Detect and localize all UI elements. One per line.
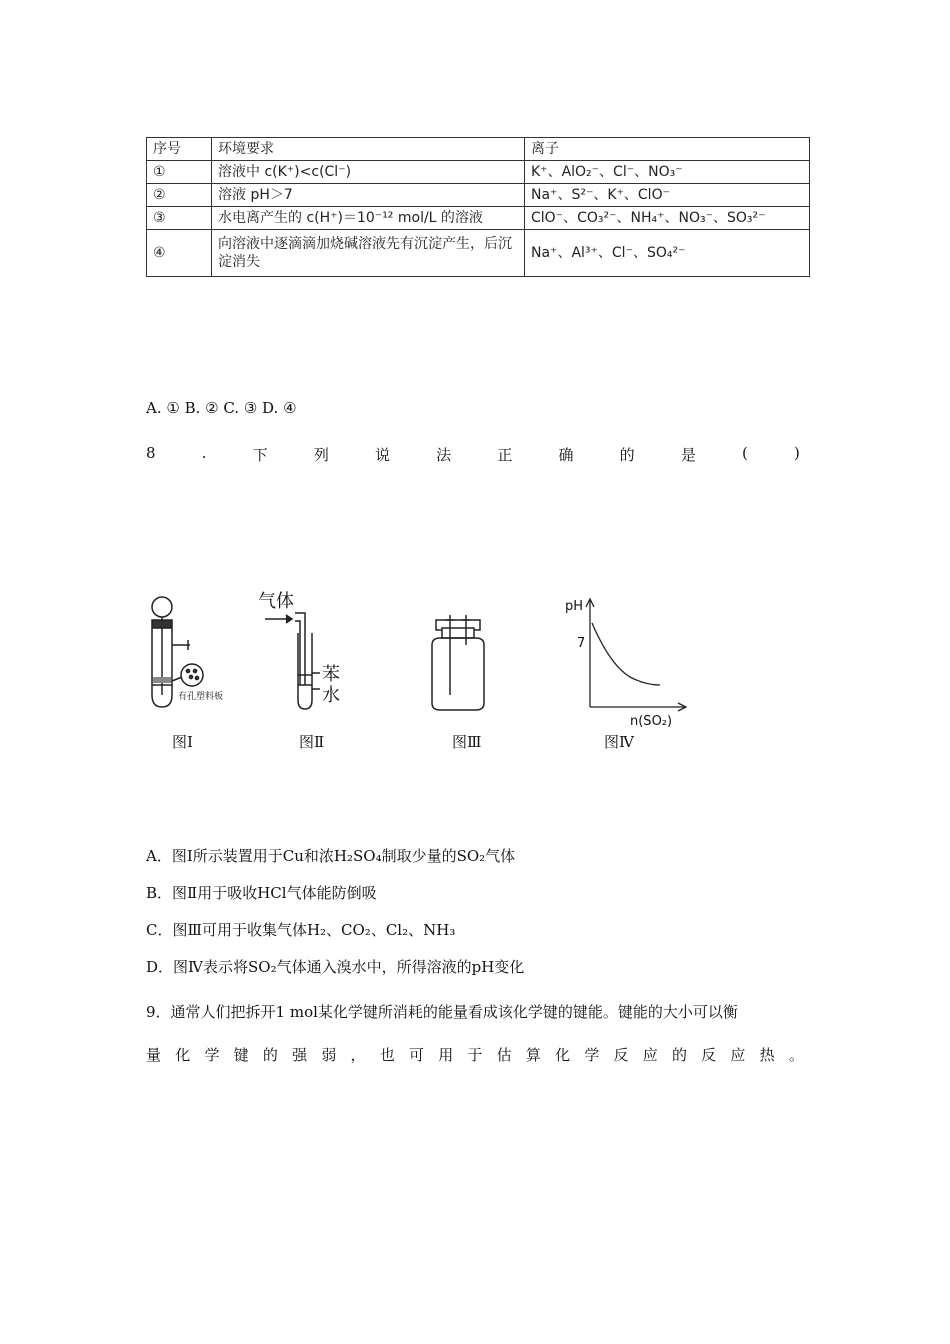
table-cell-no: ② xyxy=(147,184,212,207)
q8-char: 8 xyxy=(146,444,156,462)
ion-table xyxy=(146,137,810,277)
table-header-row xyxy=(147,138,810,161)
q8-char: 法 xyxy=(436,446,452,464)
q9-char: 量 xyxy=(146,1046,162,1064)
q8-char: ) xyxy=(794,444,800,462)
q9-char: 弱 xyxy=(321,1046,337,1064)
table-row xyxy=(147,207,810,230)
q8-char: 列 xyxy=(313,446,329,464)
q8-char: . xyxy=(201,444,207,462)
table-row xyxy=(147,184,810,207)
figure-3-apparatus xyxy=(432,615,484,710)
q9-char: 于 xyxy=(467,1046,483,1064)
q9-char: 用 xyxy=(438,1046,454,1064)
figure-4-graph xyxy=(586,599,686,711)
q8-char: 说 xyxy=(374,446,390,464)
q9-char: 化 xyxy=(555,1046,571,1064)
q9-char: 学 xyxy=(204,1046,220,1064)
q9-char: 键 xyxy=(233,1046,249,1064)
q9-char: ， xyxy=(350,1046,366,1064)
figure-4-xlabel: n(SO₂) xyxy=(630,714,673,729)
q9-char: 的 xyxy=(262,1046,278,1064)
q9-char: 的 xyxy=(671,1046,687,1064)
q7-options: A. ① B. ② C. ③ D. ④ xyxy=(146,399,297,417)
q9-char: 反 xyxy=(701,1046,717,1064)
figure-2-apparatus xyxy=(265,613,320,709)
q9-char: 。 xyxy=(788,1046,804,1064)
q8-char: 确 xyxy=(558,446,574,464)
table-header-cell: 离子 xyxy=(525,138,810,161)
q9-char: 学 xyxy=(584,1046,600,1064)
figure-1-caption: 图Ⅰ xyxy=(172,733,193,751)
figure-2-water-label: 水 xyxy=(322,685,340,706)
q9-char: 估 xyxy=(496,1046,512,1064)
q8-option-c: C．图Ⅲ可用于收集气体H₂、CO₂、Cl₂、NH₃ xyxy=(146,921,456,939)
figure-4-ylabel: pH xyxy=(565,599,584,614)
table-header-cell: 环境要求 xyxy=(212,138,525,161)
figure-1-plate-label: 有孔塑料板 xyxy=(178,692,224,702)
q9-char: 应 xyxy=(730,1046,746,1064)
q9-char: 强 xyxy=(292,1046,308,1064)
q8-char: ( xyxy=(742,444,748,462)
table-cell-ions: ClO⁻、CO₃²⁻、NH₄⁺、NO₃⁻、SO₃²⁻ xyxy=(525,207,810,230)
figure-4-tick: 7 xyxy=(577,636,586,651)
q8-stem xyxy=(146,444,800,465)
figure-4-caption: 图Ⅳ xyxy=(604,733,634,751)
q9-line-1: 9．通常人们把拆开1 mol某化学键所消耗的能量看成该化学键的键能。键能的大小可以衡 xyxy=(146,1003,738,1021)
q9-line-2 xyxy=(146,1044,804,1065)
table-cell-req: 向溶液中逐滴滴加烧碱溶液先有沉淀产生，后沉淀消失 xyxy=(212,230,525,277)
table-header-cell: 序号 xyxy=(147,138,212,161)
table-cell-req: 水电离产生的 c(H⁺)＝10⁻¹² mol/L 的溶液 xyxy=(212,207,525,230)
q9-char: 化 xyxy=(175,1046,191,1064)
figure-3-caption: 图Ⅲ xyxy=(452,733,482,751)
q8-char: 的 xyxy=(619,446,635,464)
q9-char: 热 xyxy=(759,1046,775,1064)
q8-option-d: D．图Ⅳ表示将SO₂气体通入溴水中，所得溶液的pH变化 xyxy=(146,958,525,976)
table-cell-req: 溶液中 c(K⁺)<c(Cl⁻) xyxy=(212,161,525,184)
figure-2-benzene-label: 苯 xyxy=(322,664,340,685)
table-cell-no: ④ xyxy=(147,230,212,277)
figure-1-apparatus xyxy=(152,597,203,707)
table-cell-ions: Na⁺、S²⁻、K⁺、ClO⁻ xyxy=(525,184,810,207)
q9-char: 可 xyxy=(408,1046,424,1064)
q8-char: 下 xyxy=(252,446,268,464)
table-cell-ions: K⁺、AlO₂⁻、Cl⁻、NO₃⁻ xyxy=(525,161,810,184)
table-cell-req: 溶液 pH＞7 xyxy=(212,184,525,207)
table-row xyxy=(147,161,810,184)
table-cell-ions: Na⁺、Al³⁺、Cl⁻、SO₄²⁻ xyxy=(525,230,810,277)
q9-char: 应 xyxy=(642,1046,658,1064)
figure-2-gas-label: 气体 xyxy=(258,591,294,612)
q9-char: 反 xyxy=(613,1046,629,1064)
q8-option-b: B．图Ⅱ用于吸收HCl气体能防倒吸 xyxy=(146,884,377,902)
q9-char: 也 xyxy=(379,1046,395,1064)
q8-option-a: A．图Ⅰ所示装置用于Cu和浓H₂SO₄制取少量的SO₂气体 xyxy=(146,847,516,865)
table-cell-no: ① xyxy=(147,161,212,184)
table-row xyxy=(147,230,810,277)
q9-char: 算 xyxy=(525,1046,541,1064)
table-cell-no: ③ xyxy=(147,207,212,230)
q8-char: 是 xyxy=(680,446,696,464)
figure-2-caption: 图Ⅱ xyxy=(299,733,325,751)
q8-char: 正 xyxy=(497,446,513,464)
